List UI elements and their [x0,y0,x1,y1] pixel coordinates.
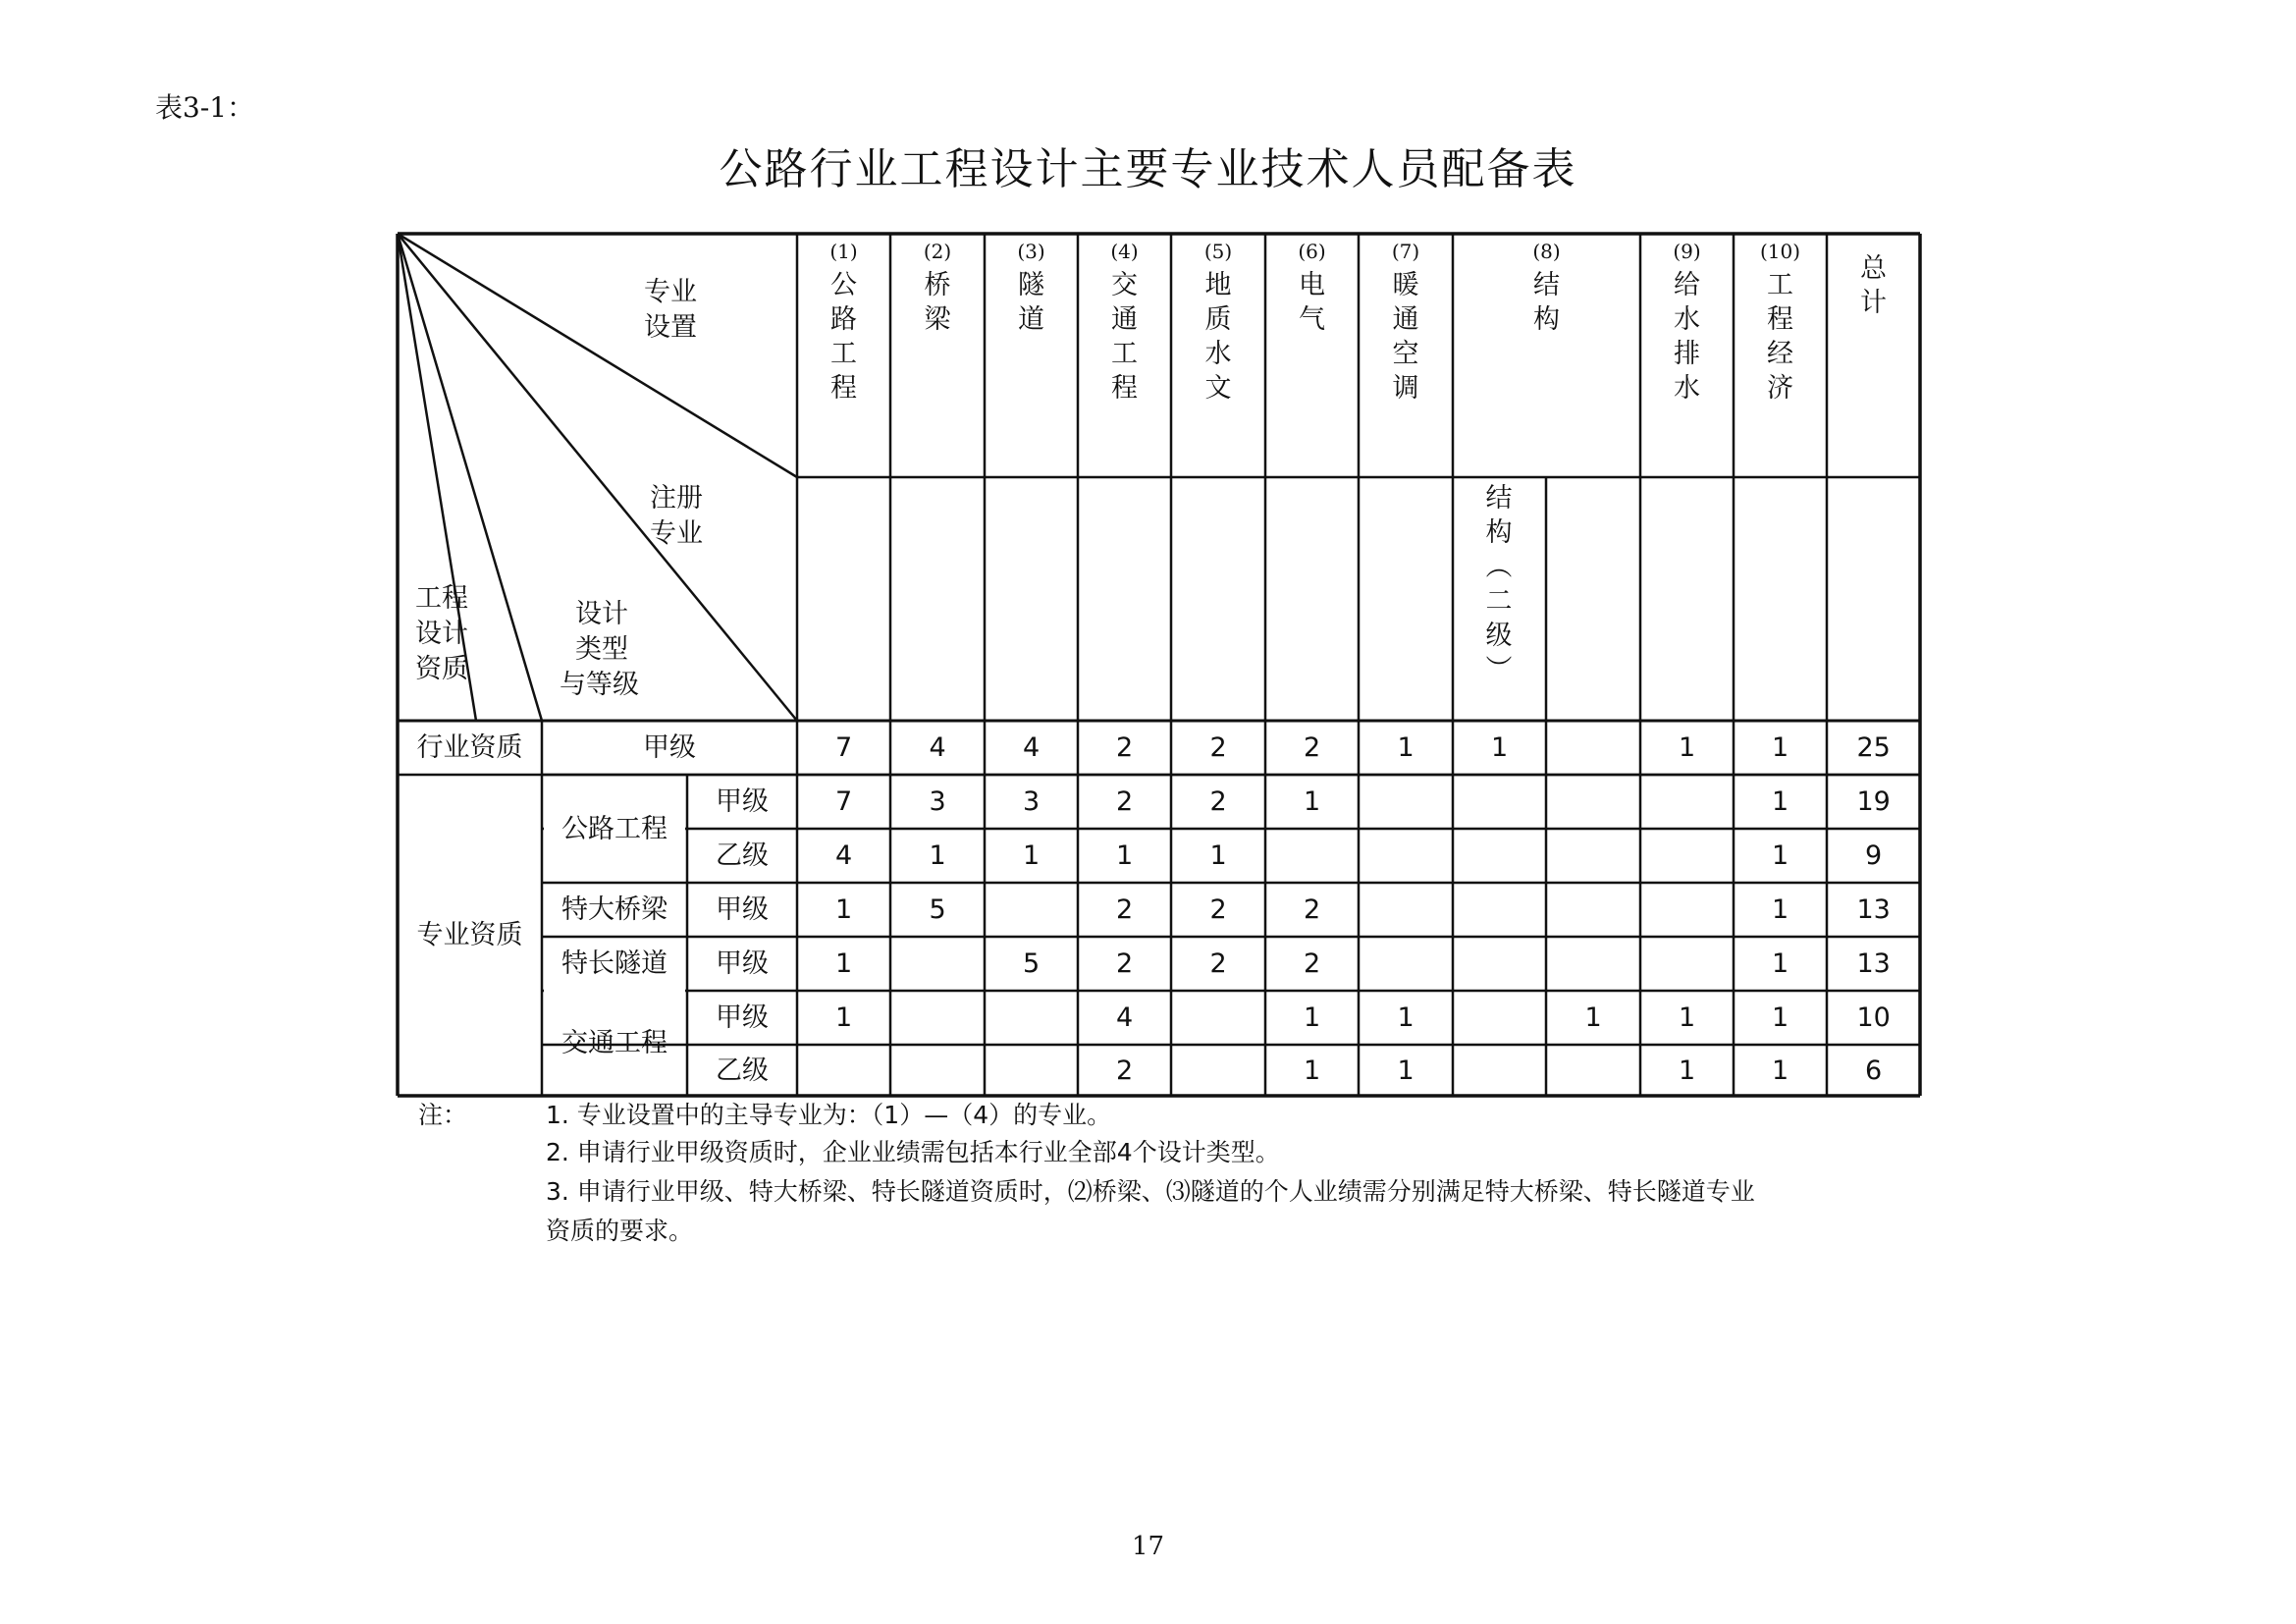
design-type-label: 设计 类型 与等级 [560,599,639,700]
value-cell: 6 [1865,1055,1883,1086]
value-cell: 1 [1304,1002,1321,1033]
cell-mask [400,820,540,838]
column-index-10: (10) [1759,240,1801,263]
column-index-8: (8) [1532,240,1561,263]
column-index-2: (2) [923,240,952,263]
value-cell: 1 [835,1002,853,1033]
design-type-cell: 交通工程 [561,1028,667,1058]
value-cell: 4 [1023,732,1041,763]
value-cell: 2 [1209,786,1227,817]
column-index-9: (9) [1673,240,1701,263]
grade-cell: 甲级 [716,948,769,979]
value-cell: 1 [1772,1002,1789,1033]
value-cell: 5 [929,894,946,925]
value-cell: 5 [1023,948,1041,979]
cell-mask [400,874,540,892]
value-cell: 2 [1116,894,1134,925]
value-cell: 1 [1679,1002,1696,1033]
grade-cell: 乙级 [716,1055,769,1086]
value-cell: 2 [1116,1055,1134,1086]
value-cell: 2 [1116,786,1134,817]
row-group-specialty: 专业资质 [416,920,523,950]
table-label: 表3-1： [155,91,255,124]
value-cell: 3 [929,786,946,817]
grade-cell: 乙级 [716,840,769,871]
value-cell: 1 [1772,786,1789,817]
column-header-8: 结 构 [1533,270,1560,335]
document-title: 公路行业工程设计主要专业技术人员配备表 [719,144,1577,194]
notes-prefix: 注： [418,1101,468,1129]
registered-specialty-label: 注册 专业 [650,483,703,549]
qualification-label: 工程 设计 资质 [415,583,468,684]
value-cell: 1 [1023,840,1041,871]
value-cell: 1 [1772,840,1789,871]
row-industry-grade: 甲级 [643,732,696,763]
value-cell: 1 [1772,948,1789,979]
value-cell: 1 [1491,732,1509,763]
column-header-7: 暖 通 空 调 [1392,270,1419,404]
value-cell: 1 [1679,732,1696,763]
note-item-3: 3. 申请行业甲级、特大桥梁、特长隧道资质时，⑵桥梁、⑶隧道的个人业绩需分别满足特大桥梁、特长隧道专业 [546,1177,1755,1206]
column-index-6: (6) [1298,240,1326,263]
specialty-setting-label: 专业 设置 [644,277,697,343]
page-number: 17 [1131,1532,1165,1561]
value-cell: 1 [835,948,853,979]
design-type-cell: 特长隧道 [561,948,667,979]
value-cell: 2 [1209,732,1227,763]
value-cell: 2 [1304,894,1321,925]
column-header-10: 工 程 经 济 [1767,270,1793,404]
value-cell: 1 [1397,1055,1415,1086]
grade-cell: 甲级 [716,1002,769,1033]
value-cell: 1 [1304,786,1321,817]
value-cell: 9 [1865,840,1883,871]
diagonal-1 [398,234,797,477]
value-cell: 1 [1584,1002,1602,1033]
value-cell: 2 [1209,894,1227,925]
column-index-3: (3) [1017,240,1045,263]
value-cell: 1 [1397,1002,1415,1033]
value-cell: 13 [1856,894,1891,925]
value-cell: 2 [1116,732,1134,763]
value-cell: 1 [1116,840,1134,871]
value-cell: 3 [1023,786,1041,817]
value-cell: 1 [835,894,853,925]
row-group-industry: 行业资质 [416,732,523,763]
note-item-1: 1. 专业设置中的主导专业为：（1）—（4）的专业。 [546,1101,1112,1129]
column-header-4: 交 通 工 程 [1111,270,1138,404]
column-index-5: (5) [1203,240,1233,263]
value-cell: 19 [1856,786,1891,817]
registered-sub-structure-grade2: 结 构 ︵ 二 级 ︶ [1485,483,1513,685]
column-header-9: 给 水 排 水 [1674,270,1700,404]
value-cell: 1 [1772,1055,1789,1086]
value-cell: 2 [1209,948,1227,979]
cell-mask [400,982,540,1000]
column-header-6: 电 气 [1299,270,1325,335]
design-type-cell: 特大桥梁 [561,894,667,925]
value-cell: 2 [1304,948,1321,979]
value-cell: 25 [1856,732,1891,763]
column-header-1: 公 路 工 程 [830,270,857,404]
column-header-3: 隧 道 [1018,270,1044,335]
column-header-total: 总 计 [1860,253,1887,318]
note-item-4: 资质的要求。 [546,1217,694,1245]
column-index-1: (1) [829,240,858,263]
value-cell: 2 [1304,732,1321,763]
design-type-cell: 公路工程 [561,813,667,844]
value-cell: 7 [835,732,853,763]
grade-cell: 甲级 [716,894,769,925]
value-cell: 13 [1856,948,1891,979]
value-cell: 4 [835,840,853,871]
column-index-7: (7) [1391,240,1420,263]
value-cell: 7 [835,786,853,817]
value-cell: 2 [1116,948,1134,979]
value-cell: 1 [1772,732,1789,763]
grade-cell: 甲级 [716,786,769,817]
value-cell: 1 [929,840,946,871]
value-cell: 1 [1209,840,1227,871]
value-cell: 10 [1856,1002,1891,1033]
value-cell: 1 [1304,1055,1321,1086]
value-cell: 1 [1397,732,1415,763]
value-cell: 4 [1116,1002,1134,1033]
column-header-5: 地 质 水 文 [1204,270,1232,404]
cell-mask [400,1036,540,1054]
value-cell: 4 [929,732,946,763]
value-cell: 1 [1679,1055,1696,1086]
cell-mask [544,982,685,1000]
column-header-2: 桥 梁 [924,270,951,335]
note-item-2: 2. 申请行业甲级资质时，企业业绩需包括本行业全部4个设计类型。 [546,1138,1280,1166]
value-cell: 1 [1772,894,1789,925]
column-index-4: (4) [1110,240,1139,263]
